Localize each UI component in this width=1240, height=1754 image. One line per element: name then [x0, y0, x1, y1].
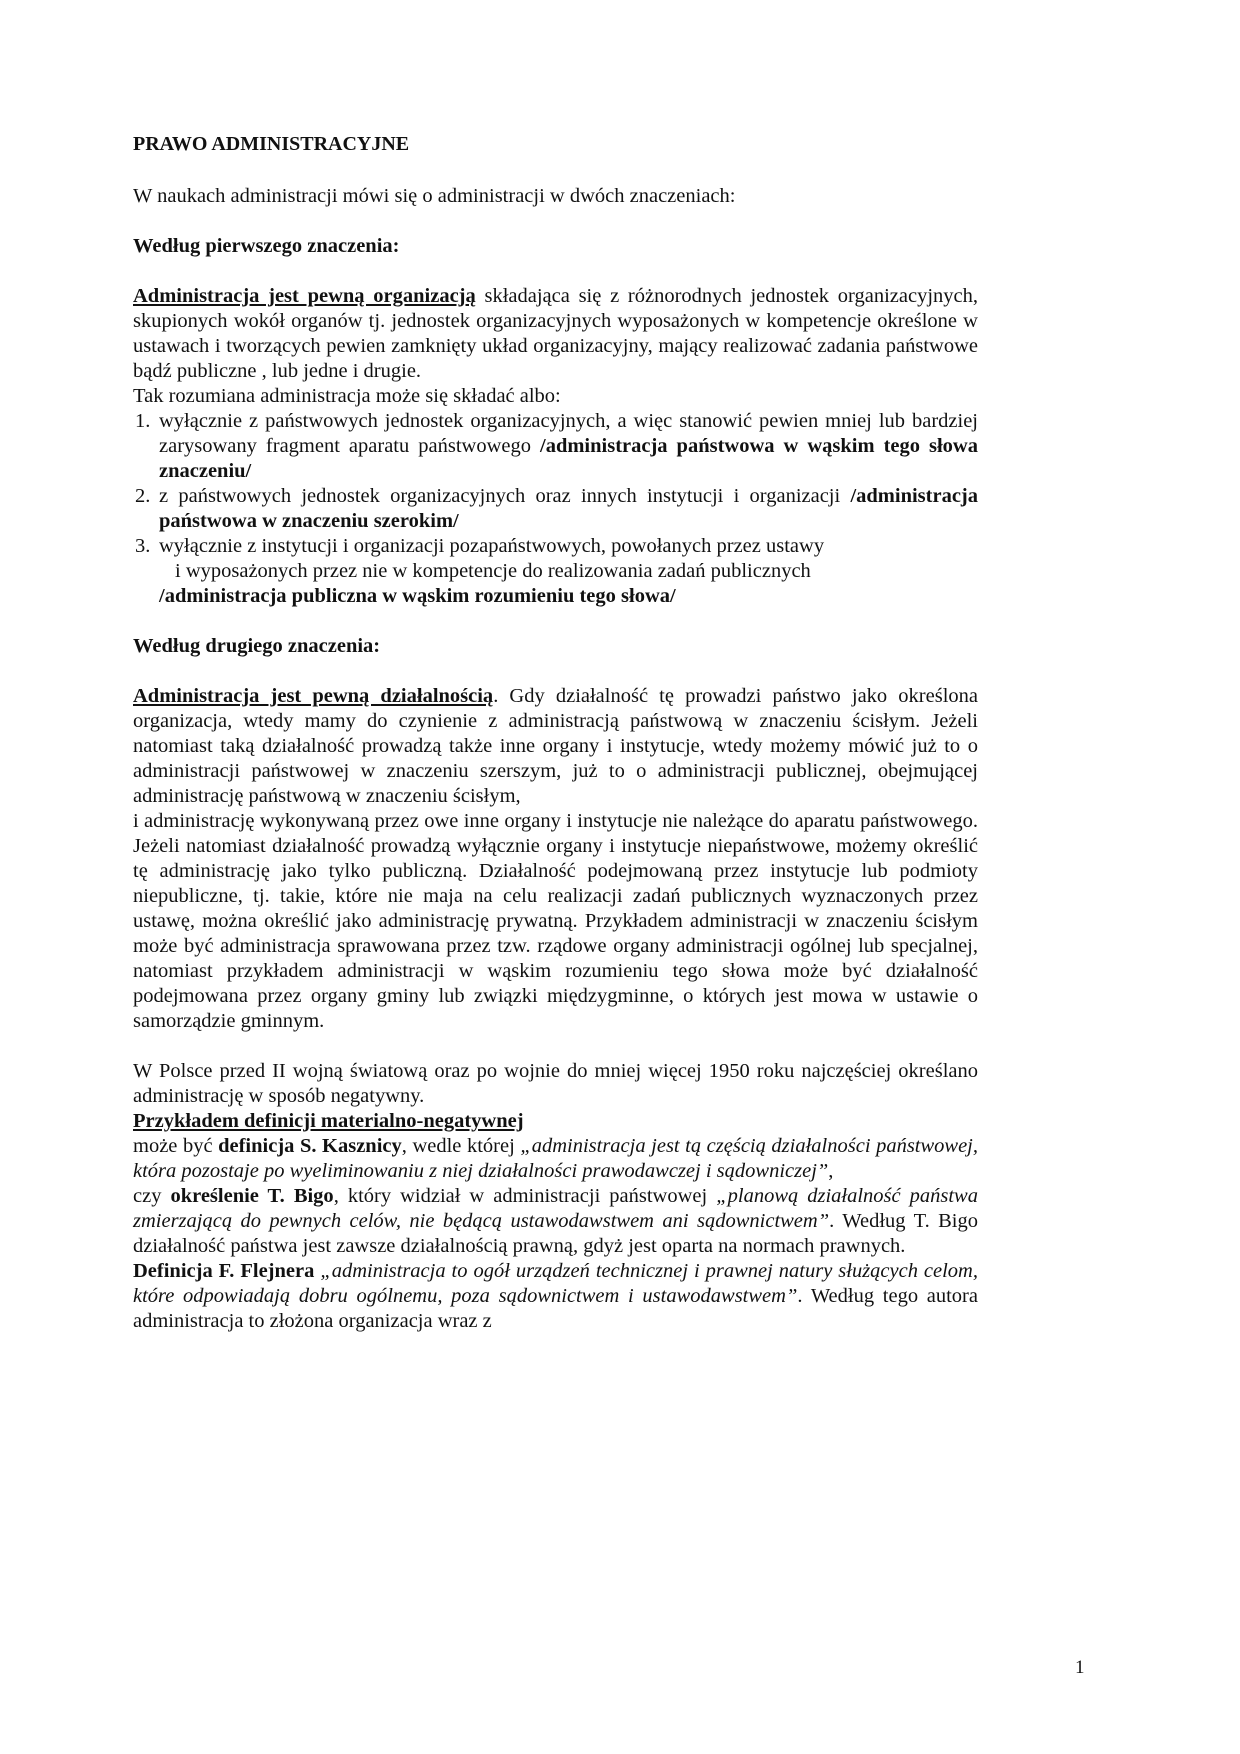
- section1-lead-rest: składająca się z różnorodnych jednostek organizacyjnych, skupionych wokół organów tj. jednostek organizacyjnych wyposażonych w kompetencje określone w ustawach i tworzących pewien zamknięty układ organizacyjny, mający realizować zadania państwowe bądź publiczne , lub jedne i drugie.: [133, 285, 978, 382]
- section3-paragraph: W Polsce przed II wojną światową oraz po wojnie do mniej więcej 1950 roku najczęściej określano administrację w sposób negatywny.: [133, 1060, 978, 1107]
- section2-paragraph-2: i administrację wykonywaną przez owe inne organy i instytucje nie należące do aparatu państwowego. Jeżeli natomiast działalność prowadzą wyłącznie organy i instytucje niepaństwowe, możemy określić tę administrację jako tylko publiczną. Działalność podejmowaną przez instytucje lub podmioty niepubliczne, tj. takie, które nie maja na celu realizacji zadań publicznych wyznaczonych przez ustawę, można określić jako administrację prywatną. Przykładem administracji w znaczeniu ścisłym może być administracja sprawowana przez tzw. rządowe organy administracji ogólnej lub specjalnej, natomiast przykładem administracji w wąskim rozumieniu tego słowa może być działalność podejmowana przez organy gminy lub związki międzygminne, o których jest mowa w ustawie o samorządzie gminnym.: [133, 810, 978, 1032]
- text: , wedle której: [401, 1135, 521, 1157]
- list-number: 3.: [135, 535, 151, 557]
- section2-lead-rest: . Gdy działalność tę prowadzi państwo jako określona organizacja, wtedy mamy do czynienie z administracją państwową w znaczeniu ścisłym. Jeżeli natomiast taką działalność prowadzą także inne organy i instytucje, wtedy możemy mówić już to o administracji państwowej w znaczeniu szerszym, już to o administracji publicznej, obejmującej administrację państwową w znaczeniu ścisłym,: [133, 685, 978, 807]
- list-item-bold: /administracja państwowa w wąskim tego słowa znaczeniu/: [159, 435, 978, 482]
- list-item-text: wyłącznie z instytucji i organizacji pozapaństwowych, powołanych przez ustawy: [159, 535, 825, 557]
- list-item-text: z państwowych jednostek organizacyjnych oraz innych instytucji i organizacji: [159, 485, 851, 507]
- flejner-name: Definicja F. Flejnera: [133, 1260, 315, 1282]
- composition-list: [133, 409, 978, 609]
- section1-lead-underlined: Administracja jest pewną organizacją: [133, 285, 476, 307]
- section1-heading: Według pierwszego znaczenia:: [133, 235, 400, 257]
- kasznica-quote: „administracja jest tą częścią działalności państwowej, która pozostaje po wyeliminowaniu z niej działalności prawodawczej i sądowniczej”: [133, 1135, 979, 1182]
- text: czy: [133, 1185, 171, 1207]
- page-number: 1: [1075, 1657, 1085, 1678]
- list-item: [133, 409, 978, 484]
- list-item-text: wyłącznie z państwowych jednostek organizacyjnych, a więc stanowić pewien mniej lub bardziej zarysowany fragment aparatu państwowego: [159, 410, 978, 457]
- definitions-heading: Przykładem definicji materialno-negatywnej: [133, 1110, 524, 1132]
- kasznica-name: definicja S. Kasznicy: [218, 1135, 402, 1157]
- bigo-quote: „planową działalność państwa zmierzającą do pewnych celów, nie będącą ustawodawstwem ani sądownictwem”: [133, 1185, 978, 1232]
- list-number: 2.: [135, 485, 151, 507]
- kasznica-definition: [133, 1134, 978, 1184]
- text: ,: [828, 1160, 834, 1182]
- flejner-definition: [133, 1259, 978, 1334]
- bigo-name: określenie T. Bigo: [170, 1185, 334, 1207]
- document-body: [133, 132, 978, 1334]
- list-item: [133, 534, 978, 609]
- list-item-bold: /administracja publiczna w wąskim rozumieniu tego słowa/: [159, 585, 676, 607]
- bigo-definition: [133, 1184, 978, 1259]
- list-number: 1.: [135, 410, 151, 432]
- intro-paragraph: W naukach administracji mówi się o administracji w dwóch znaczeniach:: [133, 185, 736, 207]
- document-title: PRAWO ADMINISTRACYJNE: [133, 133, 410, 155]
- list-intro: Tak rozumiana administracja może się składać albo:: [133, 385, 561, 407]
- text: , który widział w administracji państwowej: [333, 1185, 717, 1207]
- section1-paragraph: [133, 284, 978, 384]
- list-item: [133, 484, 978, 534]
- text: . Według tego autora administracja to złożona organizacja wraz z: [133, 1285, 978, 1332]
- list-item-continuation: i wyposażonych przez nie w kompetencje do realizowania zadań publicznych: [175, 560, 811, 582]
- list-item-bold: /administracja państwowa w znaczeniu szerokim/: [159, 485, 978, 532]
- flejner-quote: „administracja to ogół urządzeń technicznej i prawnej natury służących celom, które odpowiadają dobru ogólnemu, poza sądownictwem i ustawodawstwem”: [133, 1260, 978, 1307]
- section2-heading: Według drugiego znaczenia:: [133, 635, 381, 657]
- text: . Według T. Bigo działalność państwa jest zawsze działalnością prawną, gdyż jest oparta na normach prawnych.: [133, 1210, 978, 1257]
- section2-lead-underlined: Administracja jest pewną działalnością: [133, 685, 494, 707]
- section2-paragraph: [133, 684, 978, 809]
- text: może być: [133, 1135, 219, 1157]
